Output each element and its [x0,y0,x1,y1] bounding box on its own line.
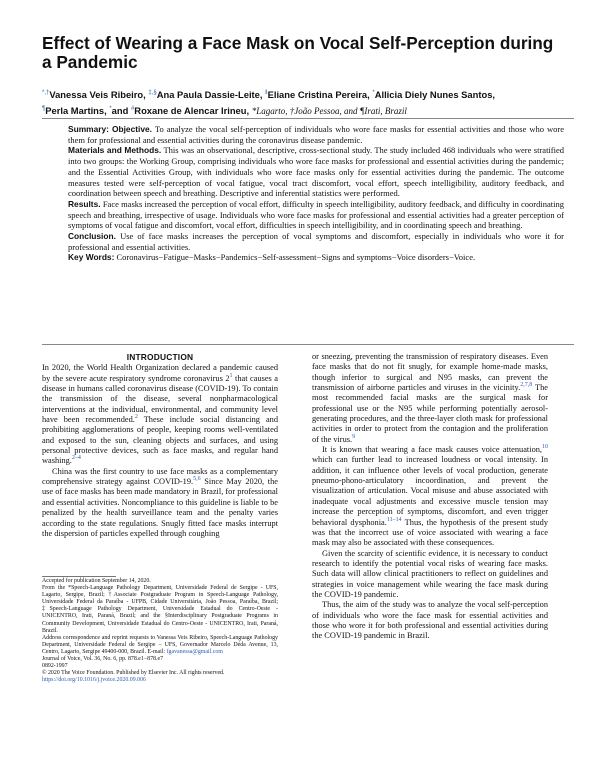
email-link[interactable]: fgavanessa@gmail.com [166,648,223,655]
citation-link[interactable]: 2–4 [71,455,81,462]
article-title: Effect of Wearing a Face Mask on Vocal Self-Perception during a Pandemic [42,33,554,72]
author[interactable]: *Allicia Diely Nunes Santos, [372,89,496,101]
paragraph: Given the scarcity of scientific evidence, it is necessary to conduct research to identify the potential vocal risks of wearing face masks. Such data will allow clinical practitioners to reflect on guidelines and strategies in voice management while wearing the face mask during the COVID-19 pandemic. [312,548,548,599]
abstract-conclusion: Conclusion. Use of face masks increases the perception of vocal symptoms and discomfort, especially in individuals who wore it for professional and essential activities. [68,231,564,252]
author[interactable]: ¶Perla Martins, [42,105,107,117]
citation-link[interactable]: 5,6 [193,476,201,483]
affiliation-line: *Lagarto, †João Pessoa, and ¶Irati, Brazil [251,106,407,117]
author-list [42,86,572,119]
correspondence: Address correspondence and reprint requests to Vanessa Veis Ribeiro, Speech-Language Pathology Department, Universidade Federal de Sergipe − UFS, Governador Marcelo Déda Avenue, 13, Centro, Lagarto, Sergipe 49400-000, Brazil. E-mail: fgavanessa@gmail.com [42,634,278,655]
abstract [68,124,564,263]
author[interactable]: *,†Vanessa Veis Ribeiro, [42,89,146,101]
paragraph: China was the first country to use face masks as a complementary comprehensive strategy against COVID-19.$^{5,6}$ Since May 2020, the use of face masks has been made mandatory in Brazil, for professional and essential activities. Noncompliance to this guideline is liable to be penalized by the health surveillance team and the penalty varies according to the state regulations. Snugly fitted face masks interrupt the dispersion of particles expelled through coughing [42,466,278,538]
author[interactable]: *and [109,105,129,117]
author[interactable]: ‖Eliane Cristina Pereira, [265,89,370,101]
author[interactable]: ‡,§Ana Paula Dassie-Leite, [148,89,263,101]
accepted-date: Accepted for publication September 14, 2020. [42,578,151,584]
citation-link[interactable]: 9 [352,433,356,440]
footnotes [42,578,278,684]
issn: 0892-1997 [42,663,68,670]
paragraph: Thus, the aim of the study was to analyze the vocal self-perception of individuals who wore the face mask for essential activities and those who wore it for both professional and essential activities during the COVID-19 pandemic in Brazil. [312,600,548,641]
right-column [312,352,548,642]
abstract-results: Results. Face masks increased the perception of vocal effort, difficulty in speech intelligibility, auditory feedback, and difficulty in coordinating speech and breathing, irrespective of usage. Individuals who wore face masks for professional and essential activities had a greater perception of symptoms of vocal fatigue and discomfort, vocal effort, difficulties in speech intelligibility, and in coordinating speech and breathing. [68,198,564,231]
paragraph: In 2020, the World Health Organization declared a pandemic caused by the severe acute respiratory syndrome coronavirus 2$^1$ that causes a disease in humans called coronavirus disease (COVID-19). To contain the transmission of the disease, several nonpharmacological interventions at the individual, environmental, and community level have been recommended.$^2$ These include social distancing and prohibiting agglomerations of people, keeping rooms well-ventilated and exposed to the sun, cleaning objects and surfaces, and using personal protective devices, such as face masks, and regular hand washing.$^{2-4}$ [42,363,279,466]
citation-link[interactable]: 2,7,8 [520,382,533,389]
abstract-keywords: Key Words: Coronavirus−Fatigue−Masks−Pandemics−Self-assessment−Signs and symptoms−Voice disorders−Voice. [68,252,476,263]
affiliations-footnote: From the *Speech-Language Pathology Department, Universidade Federal de Sergipe - UFS, Lagarto, Sergipe, Brazil; †Associate Postgraduate Program in Speech-Language Pathology, Universidade Federal da Paraíba - UFPB, Cidade Universitária, João Pessoa, Paraíba, Brazil; ‡Speech-Language Pathology Department, Universidade Estadual do Centro-Oeste - UNICENTRO, Irati, Paraná, Brazil; and the §Interdisciplinary Postgraduate Programs in Community Development, Universidade Estadual do Centro-Oeste - UNICENTRO, Irati, Paraná, Brazil. [42,585,278,634]
paragraph: or sneezing, preventing the transmission of respiratory diseases. Even face masks that do not fit snugly, for example home-made masks, though inferior to surgical and N95 masks, can prevent the transmission of airborne particles and viruses in the vicinity.$^{2,7,8}$ The most recommended facial masks are the surgical mask for professional use or the N95 while performing potentially aerosol-generating procedures, and the three-layer cloth mask for professional activities in order to protect from the contagion and the proliferation of the virus.$^9$ [312,352,548,444]
left-column [42,352,278,539]
citation-link[interactable]: 10 [542,444,548,451]
abstract-divider [42,344,574,345]
citation-link[interactable]: 2 [134,414,138,421]
citation-link[interactable]: 1 [229,372,233,379]
abstract-objective: Summary: Objective. To analyze the vocal self-perception of individuals who wore face masks for essential activities and those who wore them for professional and essential activities during the coronavirus disease pandemic. [68,124,564,145]
section-heading: INTRODUCTION [126,352,194,362]
doi-link[interactable]: https://doi.org/10.1016/j.jvoice.2020.09.006 [42,677,146,684]
paragraph: It is known that wearing a face mask causes voice attenuation,$^{10}$ which can further lead to increased loudness or vocal intensity. In addition, it can influence other levels of vocal production, generate pneumo-phono-articulatory incoordination, and prevent the visualization of articulation. Vocal misuse and abuse associated with inadequate vocal adjustments and excessive muscle tension may increase the perception of symptoms, discomfort, and even trigger behavioral dysphonia.$^{11-14}$ Thus, the hypothesis of the present study was that the incorrect use of voice associated with wearing a face mask may also be associated with these consequences. [312,444,548,548]
copyright: © 2020 The Voice Foundation. Published by Elsevier Inc. All rights reserved. [42,670,225,677]
citation-link[interactable]: 11–14 [386,516,402,523]
footnote-divider [42,576,116,577]
title-divider [42,118,574,119]
author[interactable]: #Roxane de Alencar Irineu, [130,105,250,117]
abstract-methods: Materials and Methods. This was an observational, descriptive, cross-sectional study. The study included 468 individuals who were stratified into two groups: the Working Group, comprising individuals who wore face masks for professional and essential activities during the pandemic; and the Essential Activities Group, with individuals who wore face masks only for essential activities during the pandemic. The outcome measures tested were self-perception of vocal fatigue, vocal tract discomfort, vocal effort, speech intelligibility, auditory feedback, and coordination between speech and breathing. Descriptive and inferential statistics were performed. [68,145,565,199]
journal-info: Journal of Voice, Vol. 36, No. 6, pp. 878.e1−878.e7 [42,656,164,663]
